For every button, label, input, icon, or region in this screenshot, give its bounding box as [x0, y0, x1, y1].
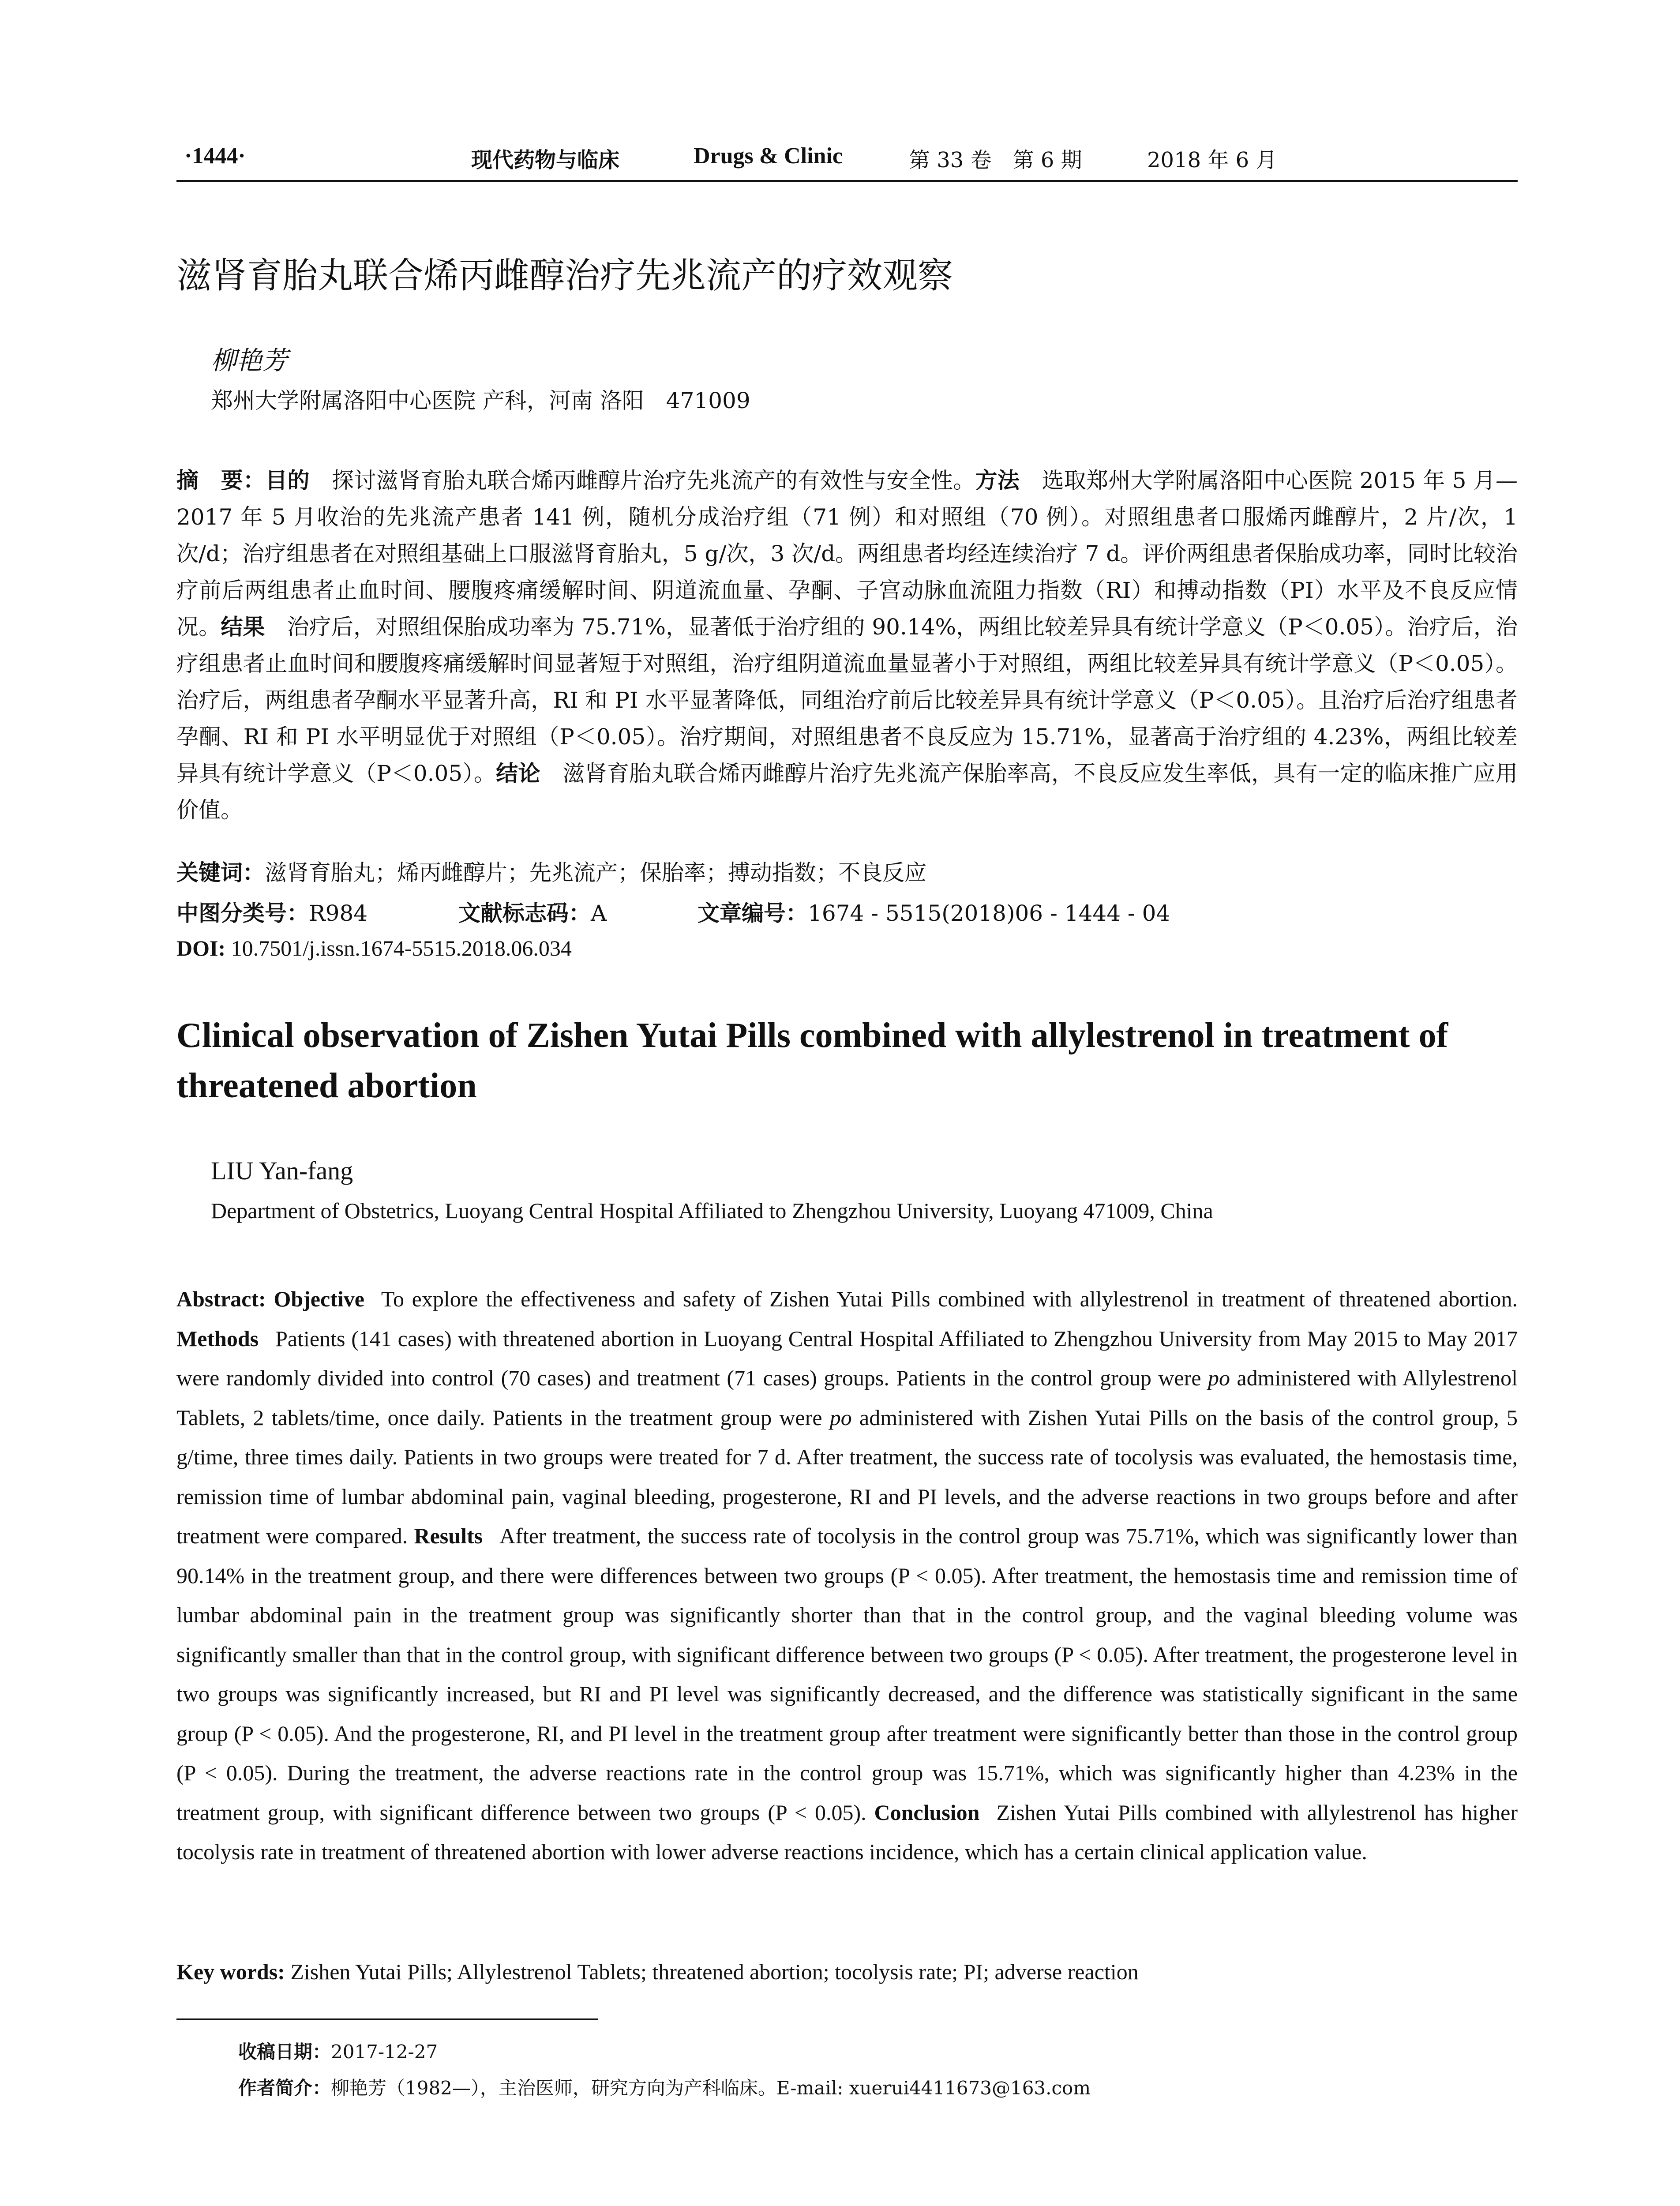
results-text-cn: 治疗后，对照组保胎成功率为 75.71%，显著低于治疗组的 90.14%，两组比较差异具有统计学意义（P＜0.05）。治疗后，治疗组患者止血时间和腰腹疼痛缓解时间显著短于对照组，治疗组阴道流血量显著小于对照组，两组比较差异具有统计学意义（P＜0.05）。治疗后，两组患者孕酮水平显著升高，RI 和 PI 水平显著降低，同组治疗前后比较差异具有统计学意义（P＜0.05）。且治疗后治疗组患者孕酮、RI 和 PI 水平明显优于对照组（P＜0.05）。治疗期间，对照组患者不良反应为 15.71%，显著高于治疗组的 4.23%，两组比较差异具有统计学意义（P＜0.05）。	[176, 614, 1518, 786]
author-en: LIU Yan-fang	[211, 1156, 353, 1185]
abstract-label-cn: 摘 要：	[176, 468, 266, 493]
doc-code-label: 文献标志码：	[458, 900, 591, 926]
conclusion-text-en: Zishen Yutai Pills combined with allylestrenol has higher tocolysis rate in treatment of threatened abortion with lower adverse reactions incidence, which has a certain clinical application value.	[176, 1800, 1518, 1864]
objective-label-en: Objective	[274, 1287, 364, 1311]
doi-value: 10.7501/j.issn.1674-5515.2018.06.034	[231, 936, 572, 960]
methods-text-cn: 选取郑州大学附属洛阳中心医院 2015 年 5 月—2017 年 5 月收治的先兆流产患者 141 例，随机分成治疗组（71 例）和对照组（70 例）。对照组患者口服烯丙雌醇片，2 片/次，1 次/d；治疗组患者在对照组基础上口服滋肾育胎丸，5 g/次，3 次/d。两组患者均经连续治疗 7 d。评价两组患者保胎成功率，同时比较治疗前后两组患者止血时间、腰腹疼痛缓解时间、阴道流血量、孕酮、子宫动脉血流阻力指数（RI）和搏动指数（PI）水平及不良反应情况。	[176, 468, 1518, 640]
bio-label: 作者简介：	[238, 2077, 331, 2099]
page-number: ·1444·	[184, 143, 246, 169]
objective-label-cn: 目的	[265, 468, 310, 493]
objective-text-cn: 探讨滋肾育胎丸联合烯丙雌醇片治疗先兆流产的有效性与安全性。	[331, 468, 975, 493]
conclusion-label-en: Conclusion	[874, 1800, 980, 1825]
methods-label-en: Methods	[176, 1326, 259, 1351]
keywords-cn	[176, 855, 926, 887]
keywords-en	[176, 1959, 1139, 1985]
results-label-en: Results	[414, 1523, 483, 1548]
doi-line	[176, 935, 572, 961]
affiliation-en: Department of Obstetrics, Luoyang Central Hospital Affiliated to Zhengzhou University, Luoyang 471009, China	[211, 1198, 1213, 1223]
keywords-text-cn: 滋肾育胎丸；烯丙雌醇片；先兆流产；保胎率；搏动指数；不良反应	[265, 860, 926, 885]
methods-text-en-1: Patients (141 cases) with threatened abortion in Luoyang Central Hospital Affiliated to Zhengzhou University from May 2015 to May 2017 were randomly divided into control (70 cases) and treatment (71 cases) groups. Patients in the control group were	[176, 1326, 1518, 1390]
classification-line	[176, 896, 1254, 927]
footnote-author-bio	[238, 2074, 1091, 2100]
conclusion-label-cn: 结论	[496, 761, 540, 786]
abstract-en	[176, 1279, 1518, 1872]
article-title-cn: 滋肾育胎丸联合烯丙雌醇治疗先兆流产的疗效观察	[176, 255, 953, 296]
abstract-cn	[176, 462, 1518, 829]
keywords-label-en: Key words:	[176, 1959, 285, 1984]
methods-text-en-2: administered with Allylestrenol Tablets, 2 tablets/time, once daily. Patients in the treatment group were	[176, 1366, 1518, 1430]
article-no-value: 1674 - 5515(2018)06 - 1444 - 04	[808, 900, 1170, 926]
methods-label-cn: 方法	[975, 468, 1020, 493]
doc-code-value: A	[591, 900, 607, 926]
footnote-received	[238, 2037, 438, 2064]
objective-text-en: To explore the effectiveness and safety of Zishen Yutai Pills combined with allylestrenol in treatment of threatened abortion.	[381, 1287, 1518, 1311]
affiliation-cn: 郑州大学附属洛阳中心医院 产科，河南 洛阳 471009	[211, 388, 750, 413]
keywords-text-en: Zishen Yutai Pills; Allylestrenol Tablets; threatened abortion; tocolysis rate; PI; adverse reaction	[290, 1959, 1139, 1984]
author-cn: 柳艳芳	[211, 345, 288, 375]
footnote-divider	[176, 2018, 598, 2020]
journal-name-en: Drugs & Clinic	[694, 143, 843, 169]
clc-value: R984	[309, 900, 368, 926]
methods-text-en-3: administered with Zishen Yutai Pills on the basis of the control group, 5 g/time, three times daily. Patients in two groups were treated for 7 d. After treatment, the success rate of tocolysis was evaluated, the hemostasis time, remission time of lumbar abdominal pain, vaginal bleeding, progesterone, RI and PI levels, and the adverse reactions in two groups before and after treatment were compared.	[176, 1405, 1518, 1548]
abstract-label-en: Abstract:	[176, 1287, 266, 1311]
issue-date: 2018 年 6 月	[1147, 148, 1277, 173]
received-date: 2017-12-27	[331, 2041, 438, 2063]
keywords-label-cn: 关键词：	[176, 860, 265, 885]
clc-label: 中图分类号：	[176, 900, 309, 926]
volume-issue: 第 33 卷 第 6 期	[909, 148, 1082, 173]
article-title-en: Clinical observation of Zishen Yutai Pills combined with allylestrenol in treatment of threatened abortion	[176, 1016, 1448, 1105]
results-label-cn: 结果	[221, 614, 265, 640]
received-label: 收稿日期：	[238, 2041, 331, 2063]
results-text-en: After treatment, the success rate of tocolysis in the control group was 75.71%, which was significantly lower than 90.14% in the treatment group, and there were differences between two groups (P < 0.05). After treatment, the hemostasis time and remission time of lumbar abdominal pain in the treatment group was significantly shorter than that in the control group, and the vaginal bleeding volume was significantly smaller than that in the control group, with significant difference between two groups (P < 0.05). After treatment, the progesterone level in two groups was significantly increased, but RI and PI level was significantly decreased, and the difference was statistically significant in the same group (P < 0.05). And the progesterone, RI, and PI level in the treatment group after treatment were significantly better than those in the control group (P < 0.05). During the treatment, the adverse reactions rate in the control group was 15.71%, which was significantly higher than 4.23% in the treatment group, with significant difference between two groups (P < 0.05).	[176, 1523, 1518, 1825]
running-header	[176, 140, 1518, 182]
po-term-1: po	[1208, 1366, 1230, 1390]
article-no-label: 文章编号：	[698, 900, 808, 926]
doi-label: DOI:	[176, 936, 226, 960]
journal-name-cn: 现代药物与临床	[471, 148, 620, 173]
bio-text: 柳艳芳（1982—），主治医师，研究方向为产科临床。E-mail: xuerui4411673@163.com	[331, 2077, 1091, 2099]
conclusion-text-cn: 滋肾育胎丸联合烯丙雌醇片治疗先兆流产保胎率高，不良反应发生率低，具有一定的临床推广应用价值。	[176, 761, 1518, 823]
po-term-2: po	[829, 1405, 852, 1430]
